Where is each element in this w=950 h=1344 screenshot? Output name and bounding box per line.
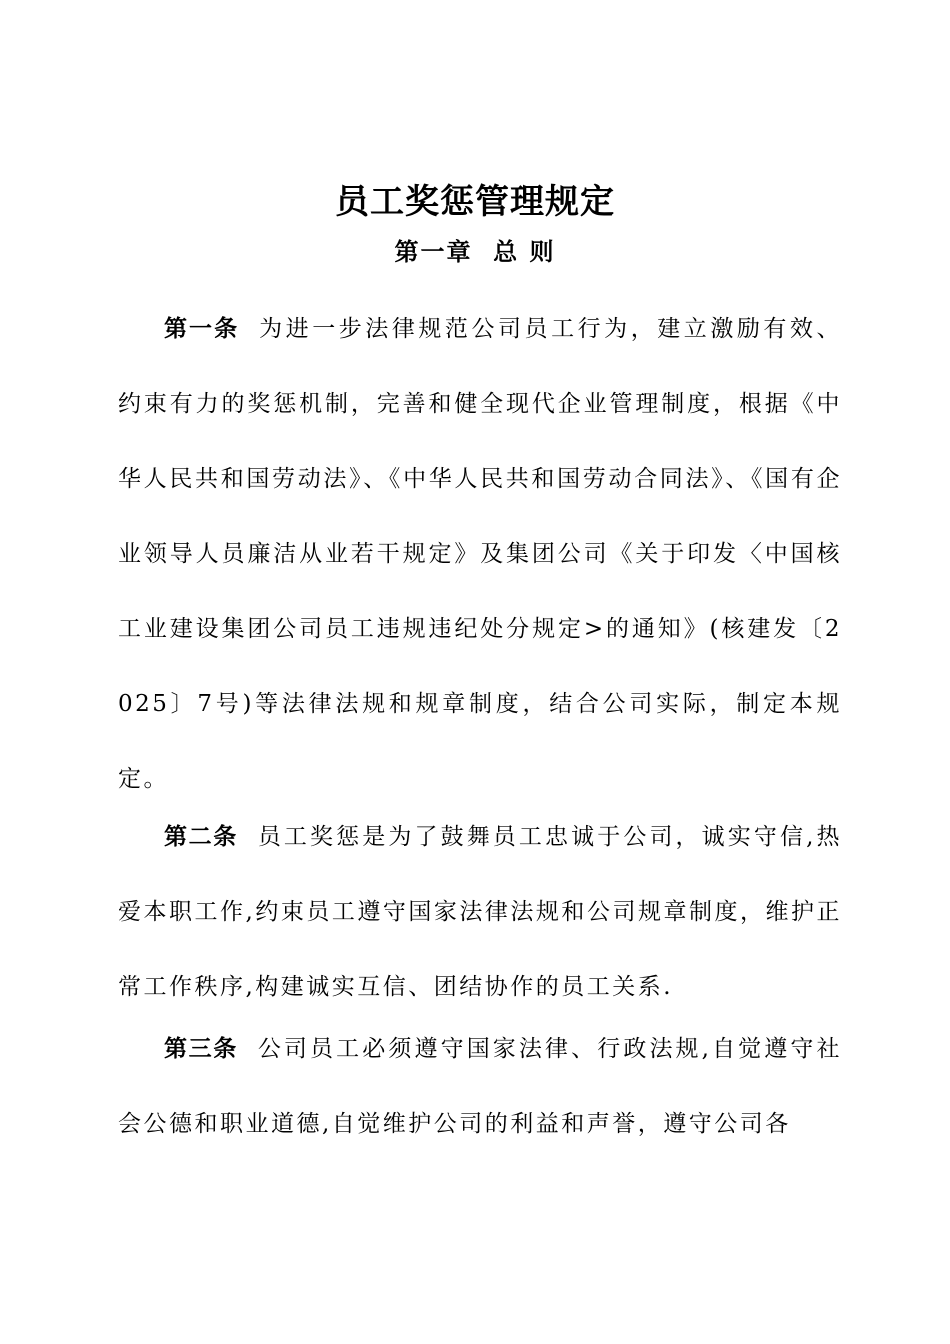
article-paragraph — [118, 291, 842, 817]
article-text: 为进一步法律规范公司员工行为，建立激励有效、约束有力的奖惩机制，完善和健全现代企业管理制度，根据《中华人民共和国劳动法》、《中华人民共和国劳动合同法》、《国有企业领导人员廉洁从业若干规定》及集团公司《关于印发〈中国核工业建设集团公司员工违规违纪处分规定>的通知》(核建发〔2025〕7号)等法律法规和规章制度，结合公司实际，制定本规定。 — [118, 316, 842, 792]
chapter-heading: 第一章 总 则 — [394, 237, 556, 266]
article-paragraph — [118, 799, 842, 1025]
article-text: 员工奖惩是为了鼓舞员工忠诚于公司，诚实守信,热爱本职工作,约束员工遵守国家法律法规和公司规章制度，维护正常工作秩序,构建诚实互信、团结协作的员工关系. — [118, 824, 843, 1000]
article-number: 第一条 — [164, 315, 240, 342]
article-number: 第二条 — [164, 823, 238, 850]
article-number: 第三条 — [164, 1035, 238, 1062]
article-paragraph — [118, 1011, 842, 1162]
document-title: 员工奖惩管理规定 — [335, 182, 615, 222]
article-text: 公司员工必须遵守国家法律、行政法规,自觉遵守社会公德和职业道德,自觉维护公司的利益和声誉，遵守公司各 — [118, 1036, 843, 1137]
